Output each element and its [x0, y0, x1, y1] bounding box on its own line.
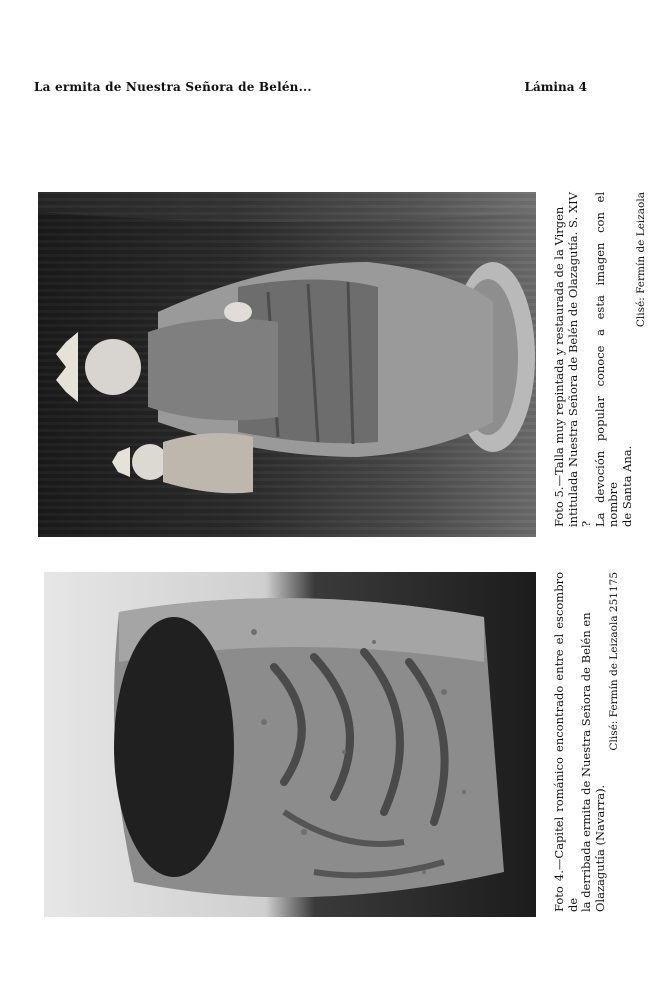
- statue-illustration: [38, 192, 536, 537]
- virgin-head: [85, 339, 141, 395]
- caption-photo-4: [553, 572, 622, 912]
- photo-romanesque-capital: [44, 572, 536, 917]
- capital-illustration: [44, 572, 536, 917]
- running-header-title: La ermita de Nuestra Señora de Belén...: [34, 80, 312, 94]
- virgin-hand: [224, 302, 252, 322]
- caption-5-line-1: Foto 5.—Talla muy repintada y restaurada de la Virgen: [552, 206, 566, 527]
- caption-4-line-3: Olazagutía (Navarra).: [592, 784, 607, 912]
- caption-5-line-4: de Santa Ana.: [619, 445, 634, 527]
- caption-5-line-2: intitulada Nuestra Señora de Belén de Olazagutía. S. XIV ?: [565, 192, 593, 527]
- caption-photo-5: [553, 192, 649, 527]
- caption-4-line-2: la derribada ermita de Nuestra Señora de Belén en: [579, 612, 593, 912]
- child-body: [163, 433, 253, 493]
- caption-4-line-1: Foto 4.—Capitel románico encontrado entre el escombro de: [552, 572, 580, 912]
- capital-hollow: [114, 617, 234, 877]
- credit-photo-4: Clisé: Fermín de Leizaola 251175: [608, 572, 620, 751]
- photo-statue-virgin: [38, 192, 536, 537]
- plate-number: Lámina 4: [524, 80, 587, 94]
- backdrop-shade: [38, 192, 536, 222]
- child-head: [132, 444, 168, 480]
- caption-5-line-3: La devoción popular conoce a esta imagen con el nombre: [592, 192, 620, 527]
- child-crown: [112, 447, 130, 477]
- mantle: [148, 319, 278, 421]
- credit-photo-5: Clisé: Fermín de Leizaola: [635, 192, 647, 328]
- virgin-crown: [56, 332, 78, 402]
